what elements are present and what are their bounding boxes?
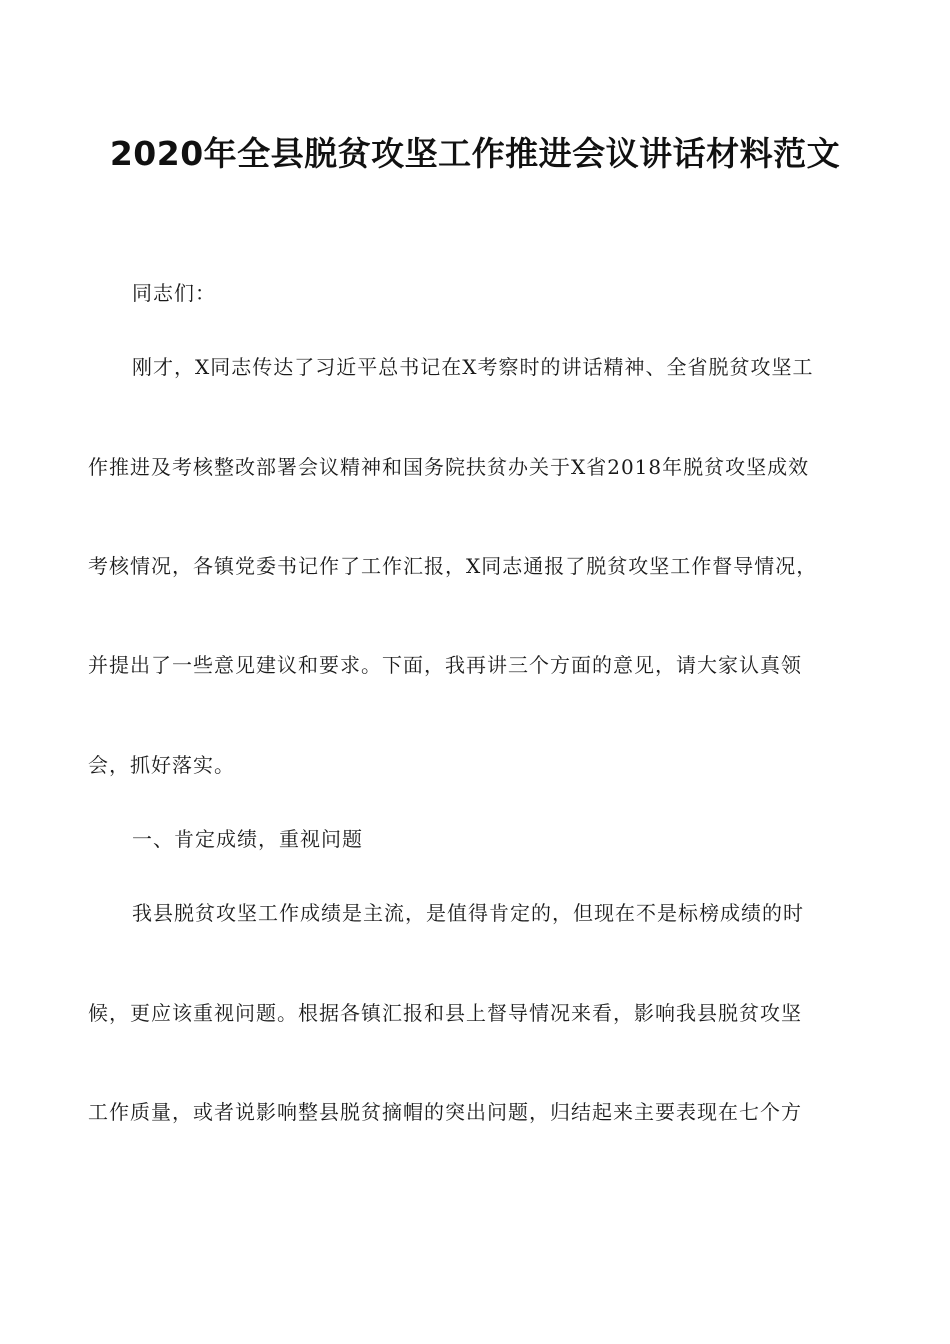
section-heading-1: 一、肯定成绩，重视问题 <box>132 827 363 851</box>
paragraph-1-line-4: 并提出了一些意见建议和要求。下面，我再讲三个方面的意见，请大家认真领 <box>88 653 802 677</box>
paragraph-1-line-1: 刚才，X同志传达了习近平总书记在X考察时的讲话精神、全省脱贫攻坚工 <box>132 355 814 379</box>
document-title: 2020年全县脱贫攻坚工作推进会议讲话材料范文 <box>109 134 841 173</box>
paragraph-2-line-3: 工作质量，或者说影响整县脱贫摘帽的突出问题，归结起来主要表现在七个方 <box>88 1100 802 1124</box>
paragraph-1-line-2: 作推进及考核整改部署会议精神和国务院扶贫办关于X省2018年脱贫攻坚成效 <box>88 455 810 479</box>
paragraph-1-line-3: 考核情况，各镇党委书记作了工作汇报，X同志通报了脱贫攻坚工作督导情况， <box>88 554 818 578</box>
paragraph-2-line-2: 候，更应该重视问题。根据各镇汇报和县上督导情况来看，影响我县脱贫攻坚 <box>88 1001 802 1025</box>
salutation-line: 同志们： <box>132 281 216 305</box>
paragraph-2-line-1: 我县脱贫攻坚工作成绩是主流，是值得肯定的，但现在不是标榜成绩的时 <box>132 901 804 925</box>
paragraph-1-line-5: 会，抓好落实。 <box>88 753 235 777</box>
